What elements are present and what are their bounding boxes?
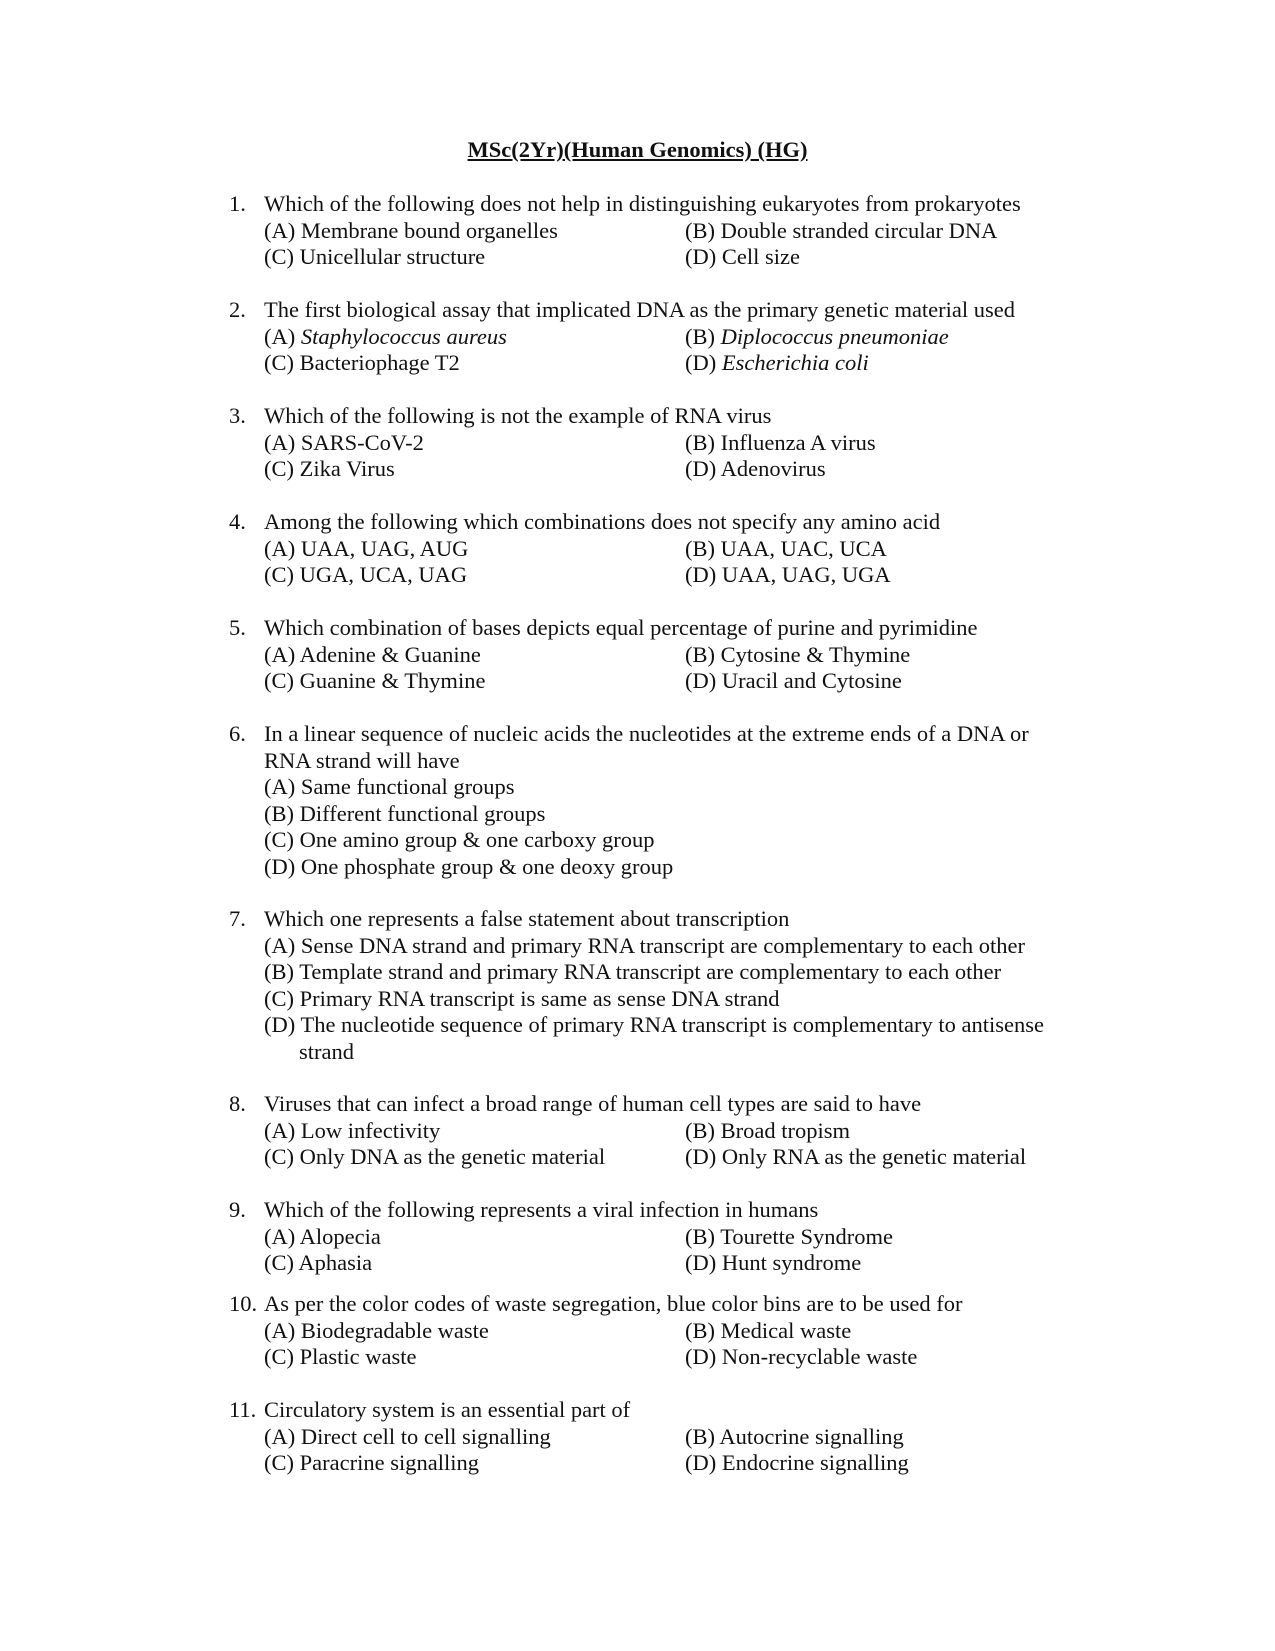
option-d: (D) Adenovirus — [685, 456, 826, 482]
option-d: (D) One phosphate group & one deoxy group — [264, 853, 674, 879]
option-c: (C) Primary RNA transcript is same as sense DNA strand — [264, 985, 780, 1011]
option-a: (A) Staphylococcus aureus — [264, 323, 507, 349]
option-d: (D) Cell size — [685, 244, 800, 270]
question-number: 7. — [229, 906, 246, 931]
option-c: (C) Plastic waste — [264, 1344, 417, 1370]
question-number: 2. — [229, 297, 246, 322]
option-c: (C) Aphasia — [264, 1250, 373, 1276]
option-a: (A) Alopecia — [264, 1223, 381, 1249]
option-a: (A) SARS-CoV-2 — [264, 429, 424, 455]
option-a: (A) Low infectivity — [264, 1117, 441, 1143]
question-number: 10. — [229, 1291, 258, 1316]
option-c: (C) Zika Virus — [264, 456, 395, 482]
question-10 — [229, 1291, 1109, 1371]
question-number: 11. — [229, 1397, 257, 1422]
question-number: 6. — [229, 721, 246, 746]
option-a: (A) UAA, UAG, AUG — [264, 535, 469, 561]
question-2 — [229, 297, 1109, 377]
question-number: 9. — [229, 1197, 246, 1222]
question-text: Viruses that can infect a broad range of human cell types are said to have — [264, 1091, 922, 1116]
question-number: 3. — [229, 403, 246, 428]
question-number: 4. — [229, 509, 246, 534]
option-c: (C) Only DNA as the genetic material — [264, 1144, 606, 1170]
question-3 — [229, 403, 1109, 483]
question-number: 1. — [229, 191, 246, 216]
option-a: (A) Same functional groups — [264, 774, 515, 800]
option-a: (A) Membrane bound organelles — [264, 217, 558, 243]
question-text: Circulatory system is an essential part of — [264, 1397, 631, 1422]
option-b: (B) Different functional groups — [264, 800, 546, 826]
question-text: Which one represents a false statement about transcription — [264, 906, 790, 931]
option-a: (A) Direct cell to cell signalling — [264, 1423, 551, 1449]
question-6 — [229, 721, 1109, 881]
question-text: In a linear sequence of nucleic acids the nucleotides at the extreme ends of a DNA or — [264, 721, 1029, 746]
option-b: (B) Diplococcus pneumoniae — [685, 323, 949, 349]
question-7 — [229, 906, 1109, 1066]
question-text: As per the color codes of waste segregation, blue color bins are to be used for — [264, 1291, 963, 1316]
question-text: Which of the following is not the example of RNA virus — [264, 403, 772, 428]
option-b: (B) Tourette Syndrome — [685, 1223, 893, 1249]
question-11 — [229, 1397, 1109, 1477]
option-d: (D) Endocrine signalling — [685, 1450, 909, 1476]
option-b: (B) UAA, UAC, UCA — [685, 535, 887, 561]
question-text: The first biological assay that implicated DNA as the primary genetic material used — [264, 297, 1016, 322]
option-c: (C) Unicellular structure — [264, 244, 486, 270]
option-a: (A) Biodegradable waste — [264, 1317, 489, 1343]
question-text-continued: RNA strand will have — [264, 747, 460, 773]
option-c: (C) Guanine & Thymine — [264, 668, 486, 694]
option-b: (B) Influenza A virus — [685, 429, 876, 455]
option-c: (C) Paracrine signalling — [264, 1450, 479, 1476]
question-number: 8. — [229, 1091, 246, 1116]
option-c: (C) One amino group & one carboxy group — [264, 827, 655, 853]
option-d: (D) The nucleotide sequence of primary RNA transcript is complementary to antisense — [264, 1012, 1044, 1038]
question-text: Which of the following does not help in distinguishing eukaryotes from prokaryotes — [264, 191, 1021, 216]
question-1 — [229, 191, 1109, 271]
option-c: (C) UGA, UCA, UAG — [264, 562, 468, 588]
option-d: (D) Hunt syndrome — [685, 1250, 862, 1276]
question-4 — [229, 509, 1109, 589]
option-a: (A) Adenine & Guanine — [264, 641, 481, 667]
option-d: (D) Non-recyclable waste — [685, 1344, 918, 1370]
option-d: (D) UAA, UAG, UGA — [685, 562, 891, 588]
question-number: 5. — [229, 615, 246, 640]
option-b: (B) Autocrine signalling — [685, 1423, 904, 1449]
question-text: Which of the following represents a viral infection in humans — [264, 1197, 819, 1222]
question-8 — [229, 1091, 1109, 1171]
option-b: (B) Template strand and primary RNA transcript are complementary to each other — [264, 959, 1002, 985]
question-9 — [229, 1197, 1109, 1277]
question-text: Which combination of bases depicts equal percentage of purine and pyrimidine — [264, 615, 978, 640]
option-b: (B) Broad tropism — [685, 1117, 850, 1143]
option-b: (B) Medical waste — [685, 1317, 852, 1343]
option-d: (D) Escherichia coli — [685, 350, 869, 376]
option-a: (A) Sense DNA strand and primary RNA transcript are complementary to each other — [264, 932, 1026, 958]
question-5 — [229, 615, 1109, 695]
option-c: (C) Bacteriophage T2 — [264, 350, 460, 376]
option-b: (B) Double stranded circular DNA — [685, 217, 998, 243]
page-title: MSc(2Yr)(Human Genomics) (HG) — [467, 137, 808, 162]
option-d-continued: strand — [299, 1038, 354, 1064]
option-d: (D) Only RNA as the genetic material — [685, 1144, 1027, 1170]
option-d: (D) Uracil and Cytosine — [685, 668, 902, 694]
question-text: Among the following which combinations does not specify any amino acid — [264, 509, 941, 534]
option-b: (B) Cytosine & Thymine — [685, 641, 911, 667]
